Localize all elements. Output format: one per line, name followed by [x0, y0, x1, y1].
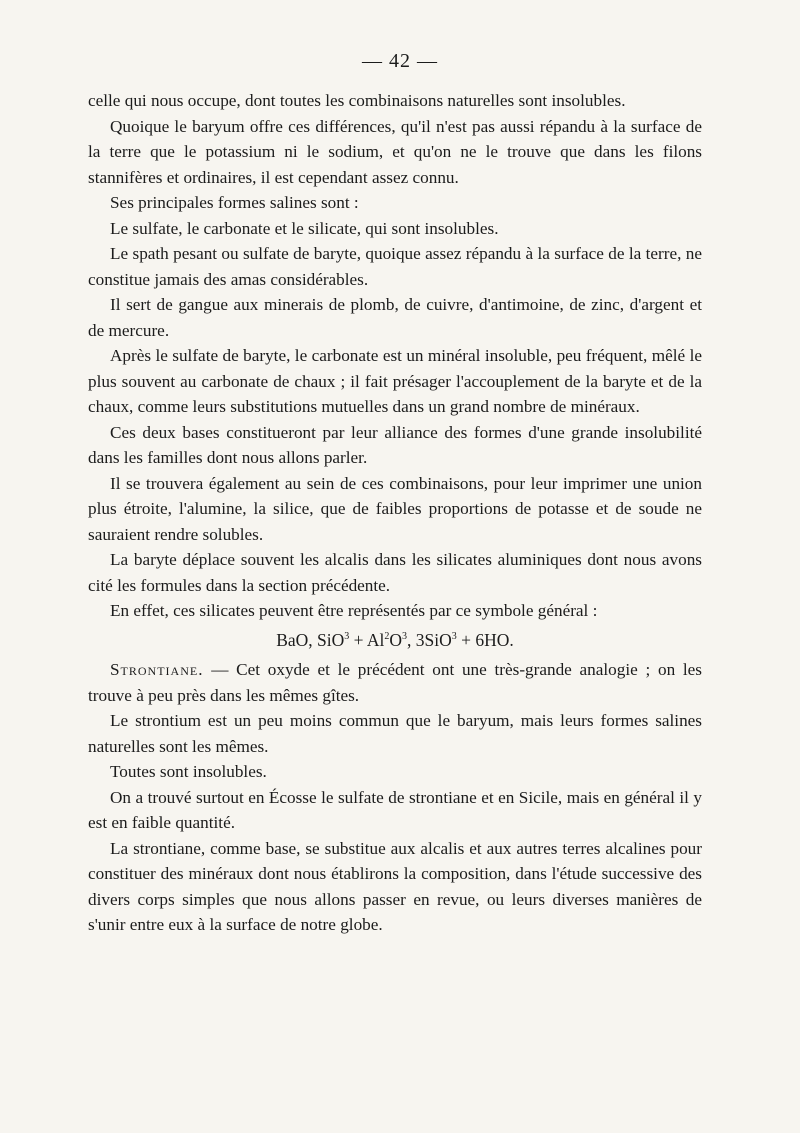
paragraph: Quoique le baryum offre ces différences, qu'il n'est pas aussi répandu à la surface de la terre que le potassium ni le sodium, et qu'on ne le trouve que dans les filons stannifères et ordinaires, il est cependant assez connu.	[88, 116, 702, 187]
paragraph: La baryte déplace souvent les alcalis dans les silicates aluminiques dont nous avons cité les formules dans la section précédente.	[88, 550, 702, 595]
paragraph: Il sert de gangue aux minerais de plomb, de cuivre, d'antimoine, de zinc, d'argent et de mercure.	[88, 295, 702, 340]
body-text	[88, 88, 702, 938]
paragraph: Toutes sont insolubles.	[110, 762, 267, 781]
paragraph: Après le sulfate de baryte, le carbonate est un minéral insoluble, peu fréquent, mêlé le plus souvent au carbonate de chaux ; il fait présager l'accouplement de la baryte et de la chaux, comme leurs substitutions mutuelles dans un grand nombre de minéraux.	[88, 346, 702, 416]
page-number: — 42 —	[362, 50, 438, 72]
paragraph: En effet, ces silicates peuvent être représentés par ce symbole général :	[110, 601, 598, 620]
paragraph: Strontiane. — Cet oxyde et le précédent ont une très-grande analogie ; on les trouve à peu près dans les mêmes gîtes.	[88, 660, 702, 705]
paragraph: celle qui nous occupe, dont toutes les combinaisons naturelles sont insolubles.	[88, 91, 626, 110]
paragraph: On a trouvé surtout en Écosse le sulfate de strontiane et en Sicile, mais en général il y est en faible quantité.	[88, 787, 702, 832]
paragraph: Le strontium est un peu moins commun que le baryum, mais leurs formes salines naturelles sont les mêmes.	[88, 711, 702, 756]
paragraph: Le sulfate, le carbonate et le silicate, qui sont insolubles.	[110, 218, 499, 238]
paragraph: Il se trouvera également au sein de ces combinaisons, pour leur imprimer une union plus étroite, l'alumine, la silice, que de faibles proportions de potasse et de soude ne sauraient rendre solubles.	[88, 473, 702, 544]
paragraph: La strontiane, comme base, se substitue aux alcalis et aux autres terres alcalines pour constituer des minéraux dont nous établirons la composition, dans l'étude successive des divers corps simples que nous allons passer en revue, ou leurs diverses manières de s'unir entre eux à la surface de notre globe.	[88, 838, 702, 934]
chemical-formula: BaO, $SiO^3 + Al^2O^3$, 3SiO$^3$ + 6HO.	[276, 629, 514, 650]
paragraph: Ces deux bases constitueront par leur alliance des formes d'une grande insolubilité dans les familles dont nous allons parler.	[88, 422, 702, 467]
paragraph: Ses principales formes salines sont :	[110, 193, 359, 212]
section-heading: Strontiane.	[110, 660, 204, 679]
paragraph: Le spath pesant ou sulfate de baryte, quoique assez répandu à la surface de la terre, ne constitue jamais des amas considérables.	[88, 244, 702, 289]
